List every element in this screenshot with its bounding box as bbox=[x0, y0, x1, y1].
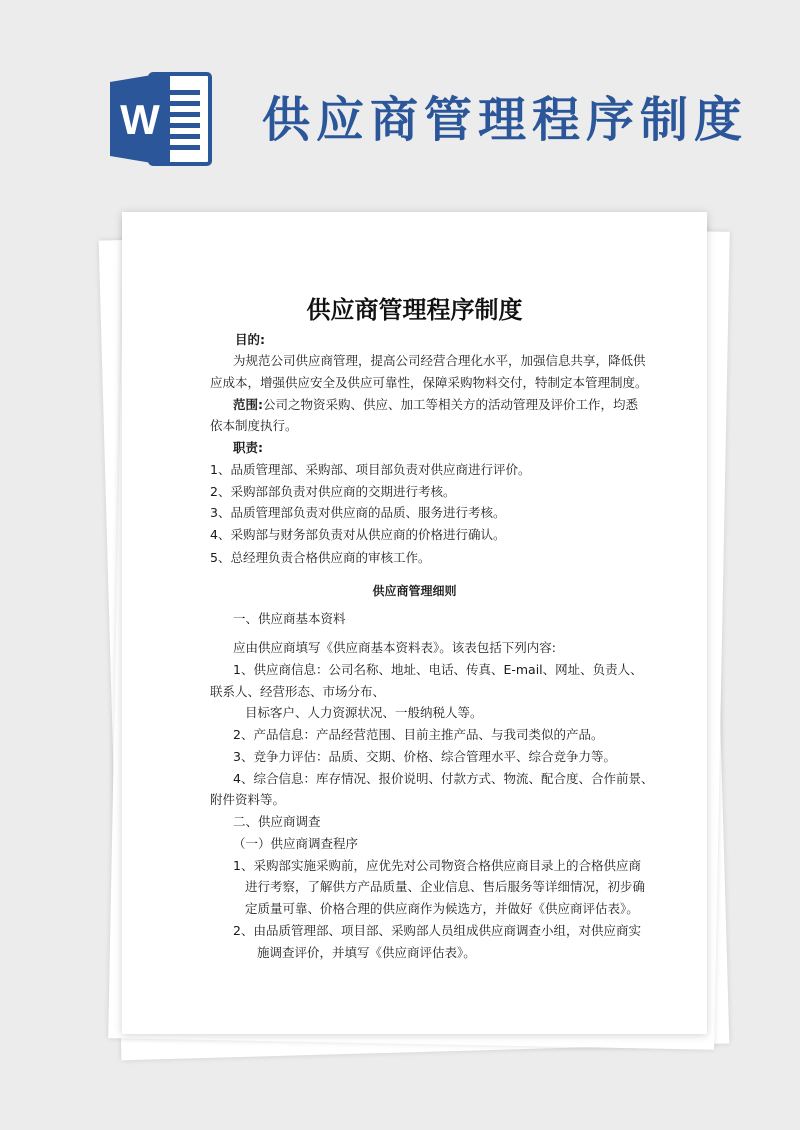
duty-item: 1、品质管理部、采购部、项目部负责对供应商进行评价。 bbox=[210, 462, 531, 477]
part2-item: 施调查评价，并填写《供应商评估表》。 bbox=[257, 945, 476, 960]
word-logo-letter: W bbox=[120, 96, 160, 143]
part2-item: 1、采购部实施采购前，应优先对公司物资合格供应商目录上的合格供应商 bbox=[233, 858, 641, 873]
section-title: 供应商管理细则 bbox=[372, 584, 457, 598]
part1-item: 附件资料等。 bbox=[210, 792, 286, 807]
duty-label: 职责: bbox=[233, 440, 263, 455]
part2-item: 定质量可靠、价格合理的供应商作为候选方，并做好《供应商评估表》。 bbox=[245, 901, 639, 916]
duty-item: 4、采购部与财务部负责对从供应商的价格进行确认。 bbox=[210, 527, 506, 542]
part1-intro: 应由供应商填写《供应商基本资料表》。该表包括下列内容: bbox=[233, 640, 556, 655]
document-title: 供应商管理程序制度 bbox=[306, 296, 523, 324]
scope-label: 范围: bbox=[233, 397, 263, 412]
part2-heading: 二、供应商调查 bbox=[233, 814, 321, 829]
part2-item: 2、由品质管理部、项目部、采购部人员组成供应商调查小组，对供应商实 bbox=[233, 923, 641, 938]
part1-item: 2、产品信息：产品经营范围、目前主推产品、与我司类似的产品。 bbox=[233, 727, 604, 742]
part1-item: 4、综合信息：库存情况、报价说明、付款方式、物流、配合度、合作前景、 bbox=[233, 771, 654, 786]
duty-item: 3、品质管理部负责对供应商的品质、服务进行考核。 bbox=[210, 505, 506, 520]
part1-item: 联系人、经营形态、市场分布、 bbox=[210, 684, 386, 699]
purpose-line: 应成本，增强供应安全及供应可靠性，保障采购物料交付，特制定本管理制度。 bbox=[210, 375, 648, 390]
duty-item: 2、采购部部负责对供应商的交期进行考核。 bbox=[210, 484, 456, 499]
purpose-label: 目的: bbox=[235, 332, 265, 347]
document-page bbox=[122, 212, 707, 1034]
part2-item: 进行考察，了解供方产品质量、企业信息、售后服务等详细情况，初步确 bbox=[245, 879, 646, 894]
banner-header bbox=[0, 0, 800, 200]
duty-item: 5、总经理负责合格供应商的审核工作。 bbox=[210, 550, 431, 565]
part1-heading: 一、供应商基本资料 bbox=[233, 611, 346, 626]
part1-item: 1、供应商信息：公司名称、地址、电话、传真、E-mail、网址、负责人、 bbox=[233, 662, 643, 677]
banner-title: 供应商管理程序制度 bbox=[262, 92, 749, 148]
scope-line: 依本制度执行。 bbox=[210, 418, 298, 433]
word-document-icon bbox=[110, 68, 212, 170]
purpose-line: 为规范公司供应商管理，提高公司经营合理化水平，加强信息共享，降低供 bbox=[233, 353, 646, 368]
part1-item: 3、竞争力评估：品质、交期、价格、综合管理水平、综合竞争力等。 bbox=[233, 749, 616, 764]
part1-item: 目标客户、人力资源状况、一般纳税人等。 bbox=[245, 705, 483, 720]
scope-paragraph bbox=[233, 397, 638, 413]
part2-subheading: （一）供应商调查程序 bbox=[233, 836, 359, 851]
scope-line: 公司之物资采购、供应、加工等相关方的活动管理及评价工作，均悉 bbox=[263, 397, 639, 412]
